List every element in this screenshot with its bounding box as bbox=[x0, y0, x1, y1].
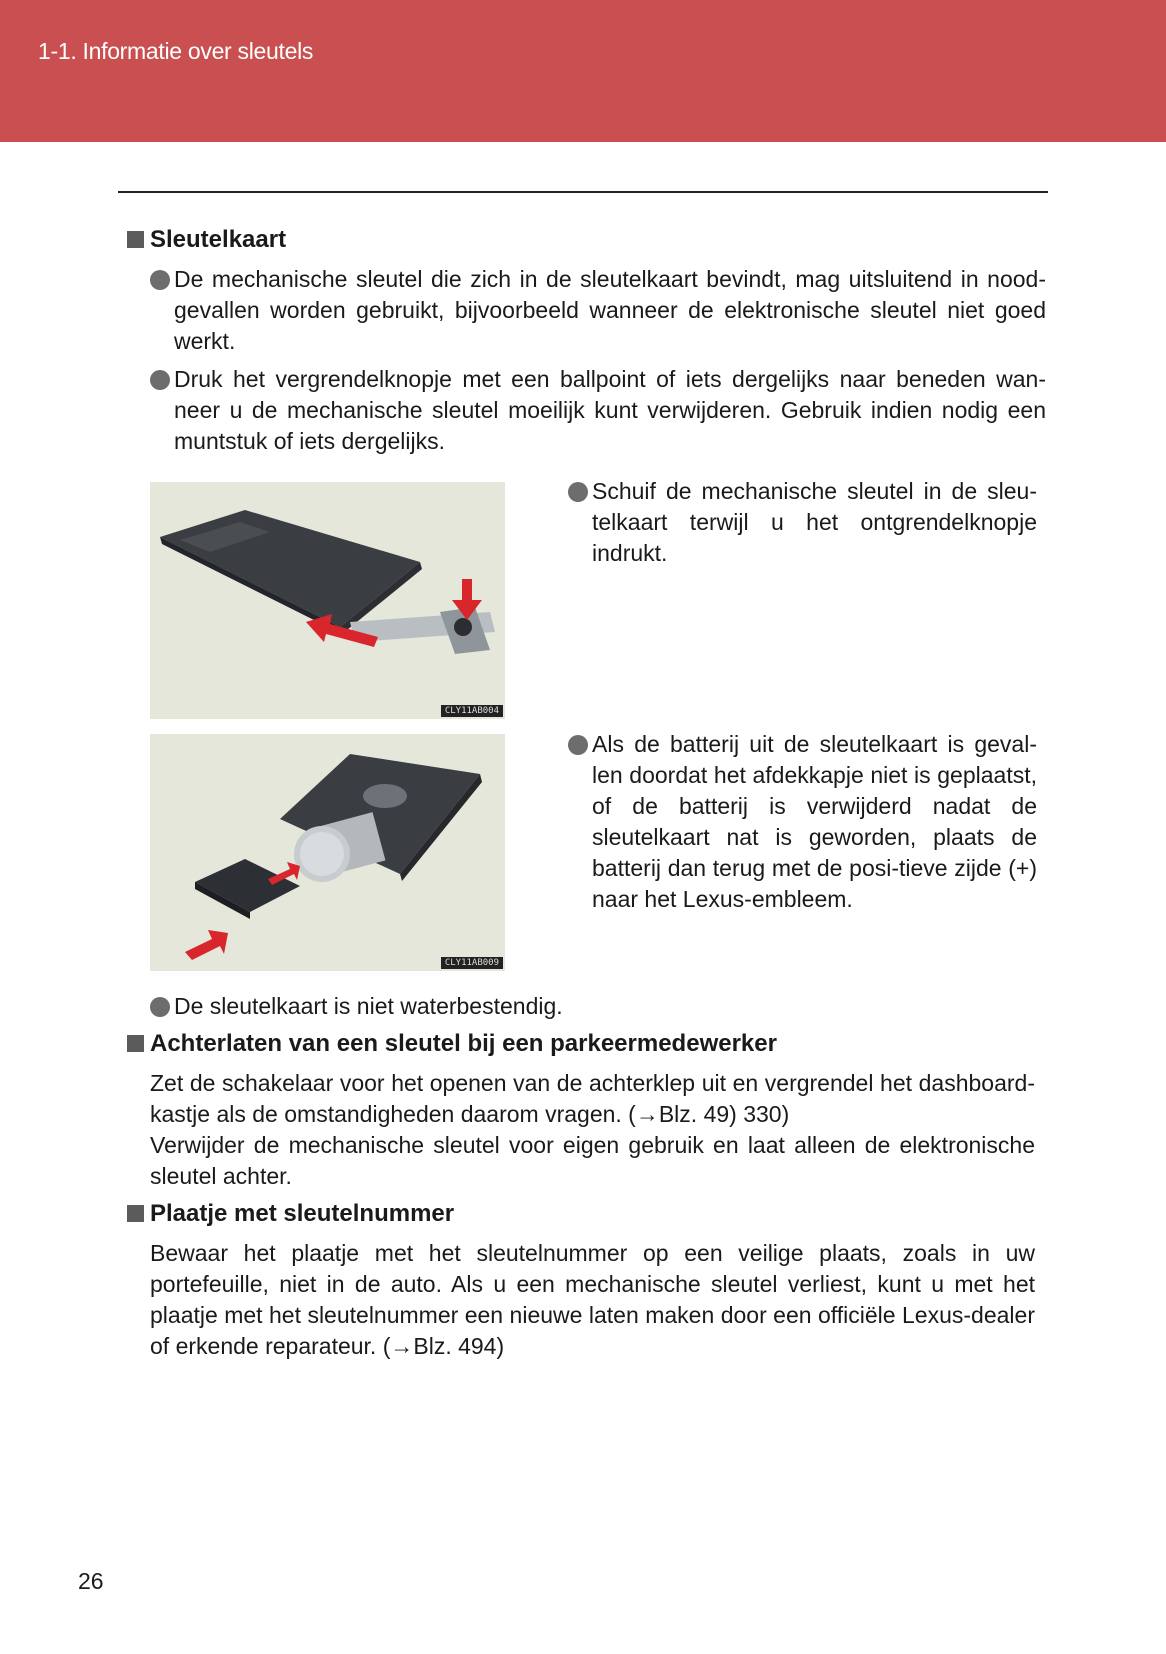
circle-bullet-icon bbox=[568, 735, 588, 755]
section-title-sleutelnummer: Plaatje met sleutelnummer bbox=[127, 1200, 454, 1228]
square-bullet-icon bbox=[127, 1205, 144, 1222]
chapter-header bbox=[0, 0, 1166, 142]
bullet-item bbox=[150, 364, 1046, 457]
figure-caption bbox=[568, 729, 1037, 915]
figure-code: CLY11AB004 bbox=[441, 705, 503, 717]
circle-bullet-icon bbox=[150, 370, 170, 390]
figure-caption bbox=[568, 476, 1037, 569]
section-title-parkeermedewerker: Achterlaten van een sleutel bij een parkeermedewerker bbox=[127, 1030, 777, 1058]
bullet-item bbox=[150, 991, 1046, 1022]
battery-replacement-illustration bbox=[150, 734, 505, 971]
bullet-text: De sleutelkaart is niet waterbestendig. bbox=[174, 993, 563, 1019]
page-number: 26 bbox=[78, 1568, 104, 1594]
bullet-text: Druk het vergrendelknopje met een ballpoint of iets dergelijks naar beneden wan-neer u de mechanische sleutel moeilijk kunt verwijderen. Gebruik indien nodig een muntstuk of iets dergelijks. bbox=[174, 366, 1046, 454]
section-title-sleutelkaart: Sleutelkaart bbox=[127, 226, 286, 254]
figure-card-key-insert bbox=[150, 482, 505, 719]
circle-bullet-icon bbox=[150, 997, 170, 1017]
square-bullet-icon bbox=[127, 1035, 144, 1052]
paragraph: Zet de schakelaar voor het openen van de achterklep uit en vergrendel het dashboard-kastje als de omstandigheden daarom vragen. (→Blz. 49) 330) bbox=[150, 1070, 1035, 1127]
figure-code: CLY11AB009 bbox=[441, 957, 503, 969]
bullet-text: De mechanische sleutel die zich in de sleutelkaart bevindt, mag uitsluitend in nood-gevallen worden gebruikt, bijvoorbeeld wanneer de elektronische sleutel niet goed werkt. bbox=[174, 266, 1046, 354]
circle-bullet-icon bbox=[150, 270, 170, 290]
figure-card-battery bbox=[150, 734, 505, 971]
chapter-title: 1-1. Informatie over sleutels bbox=[38, 38, 314, 64]
circle-bullet-icon bbox=[568, 482, 588, 502]
caption-text: Schuif de mechanische sleutel in de sleu-telkaart terwijl u het ontgrendelknopje indrukt. bbox=[592, 478, 1037, 566]
divider-rule bbox=[118, 191, 1048, 193]
paragraph: Verwijder de mechanische sleutel voor eigen gebruik en laat alleen de elektronische sleutel achter. bbox=[150, 1132, 1035, 1189]
paragraph: Bewaar het plaatje met het sleutelnummer op een veilige plaats, zoals in uw portefeuille, niet in de auto. Als u een mechanische sleutel verliest, kunt u met het plaatje met het sleutelnummer een nieuwe laten maken door een officiële Lexus-dealer of erkende reparateur. (→Blz. 494) bbox=[150, 1240, 1035, 1359]
bullet-item bbox=[150, 264, 1046, 357]
key-card-insert-illustration bbox=[150, 482, 505, 719]
square-bullet-icon bbox=[127, 231, 144, 248]
caption-text: Als de batterij uit de sleutelkaart is geval-len doordat het afdekkapje niet is geplaatst, of de batterij is verwijderd nadat de sleutelkaart nat is geworden, plaats de batterij dan terug met de posi-tieve zijde (+) naar het Lexus-embleem. bbox=[592, 731, 1037, 912]
